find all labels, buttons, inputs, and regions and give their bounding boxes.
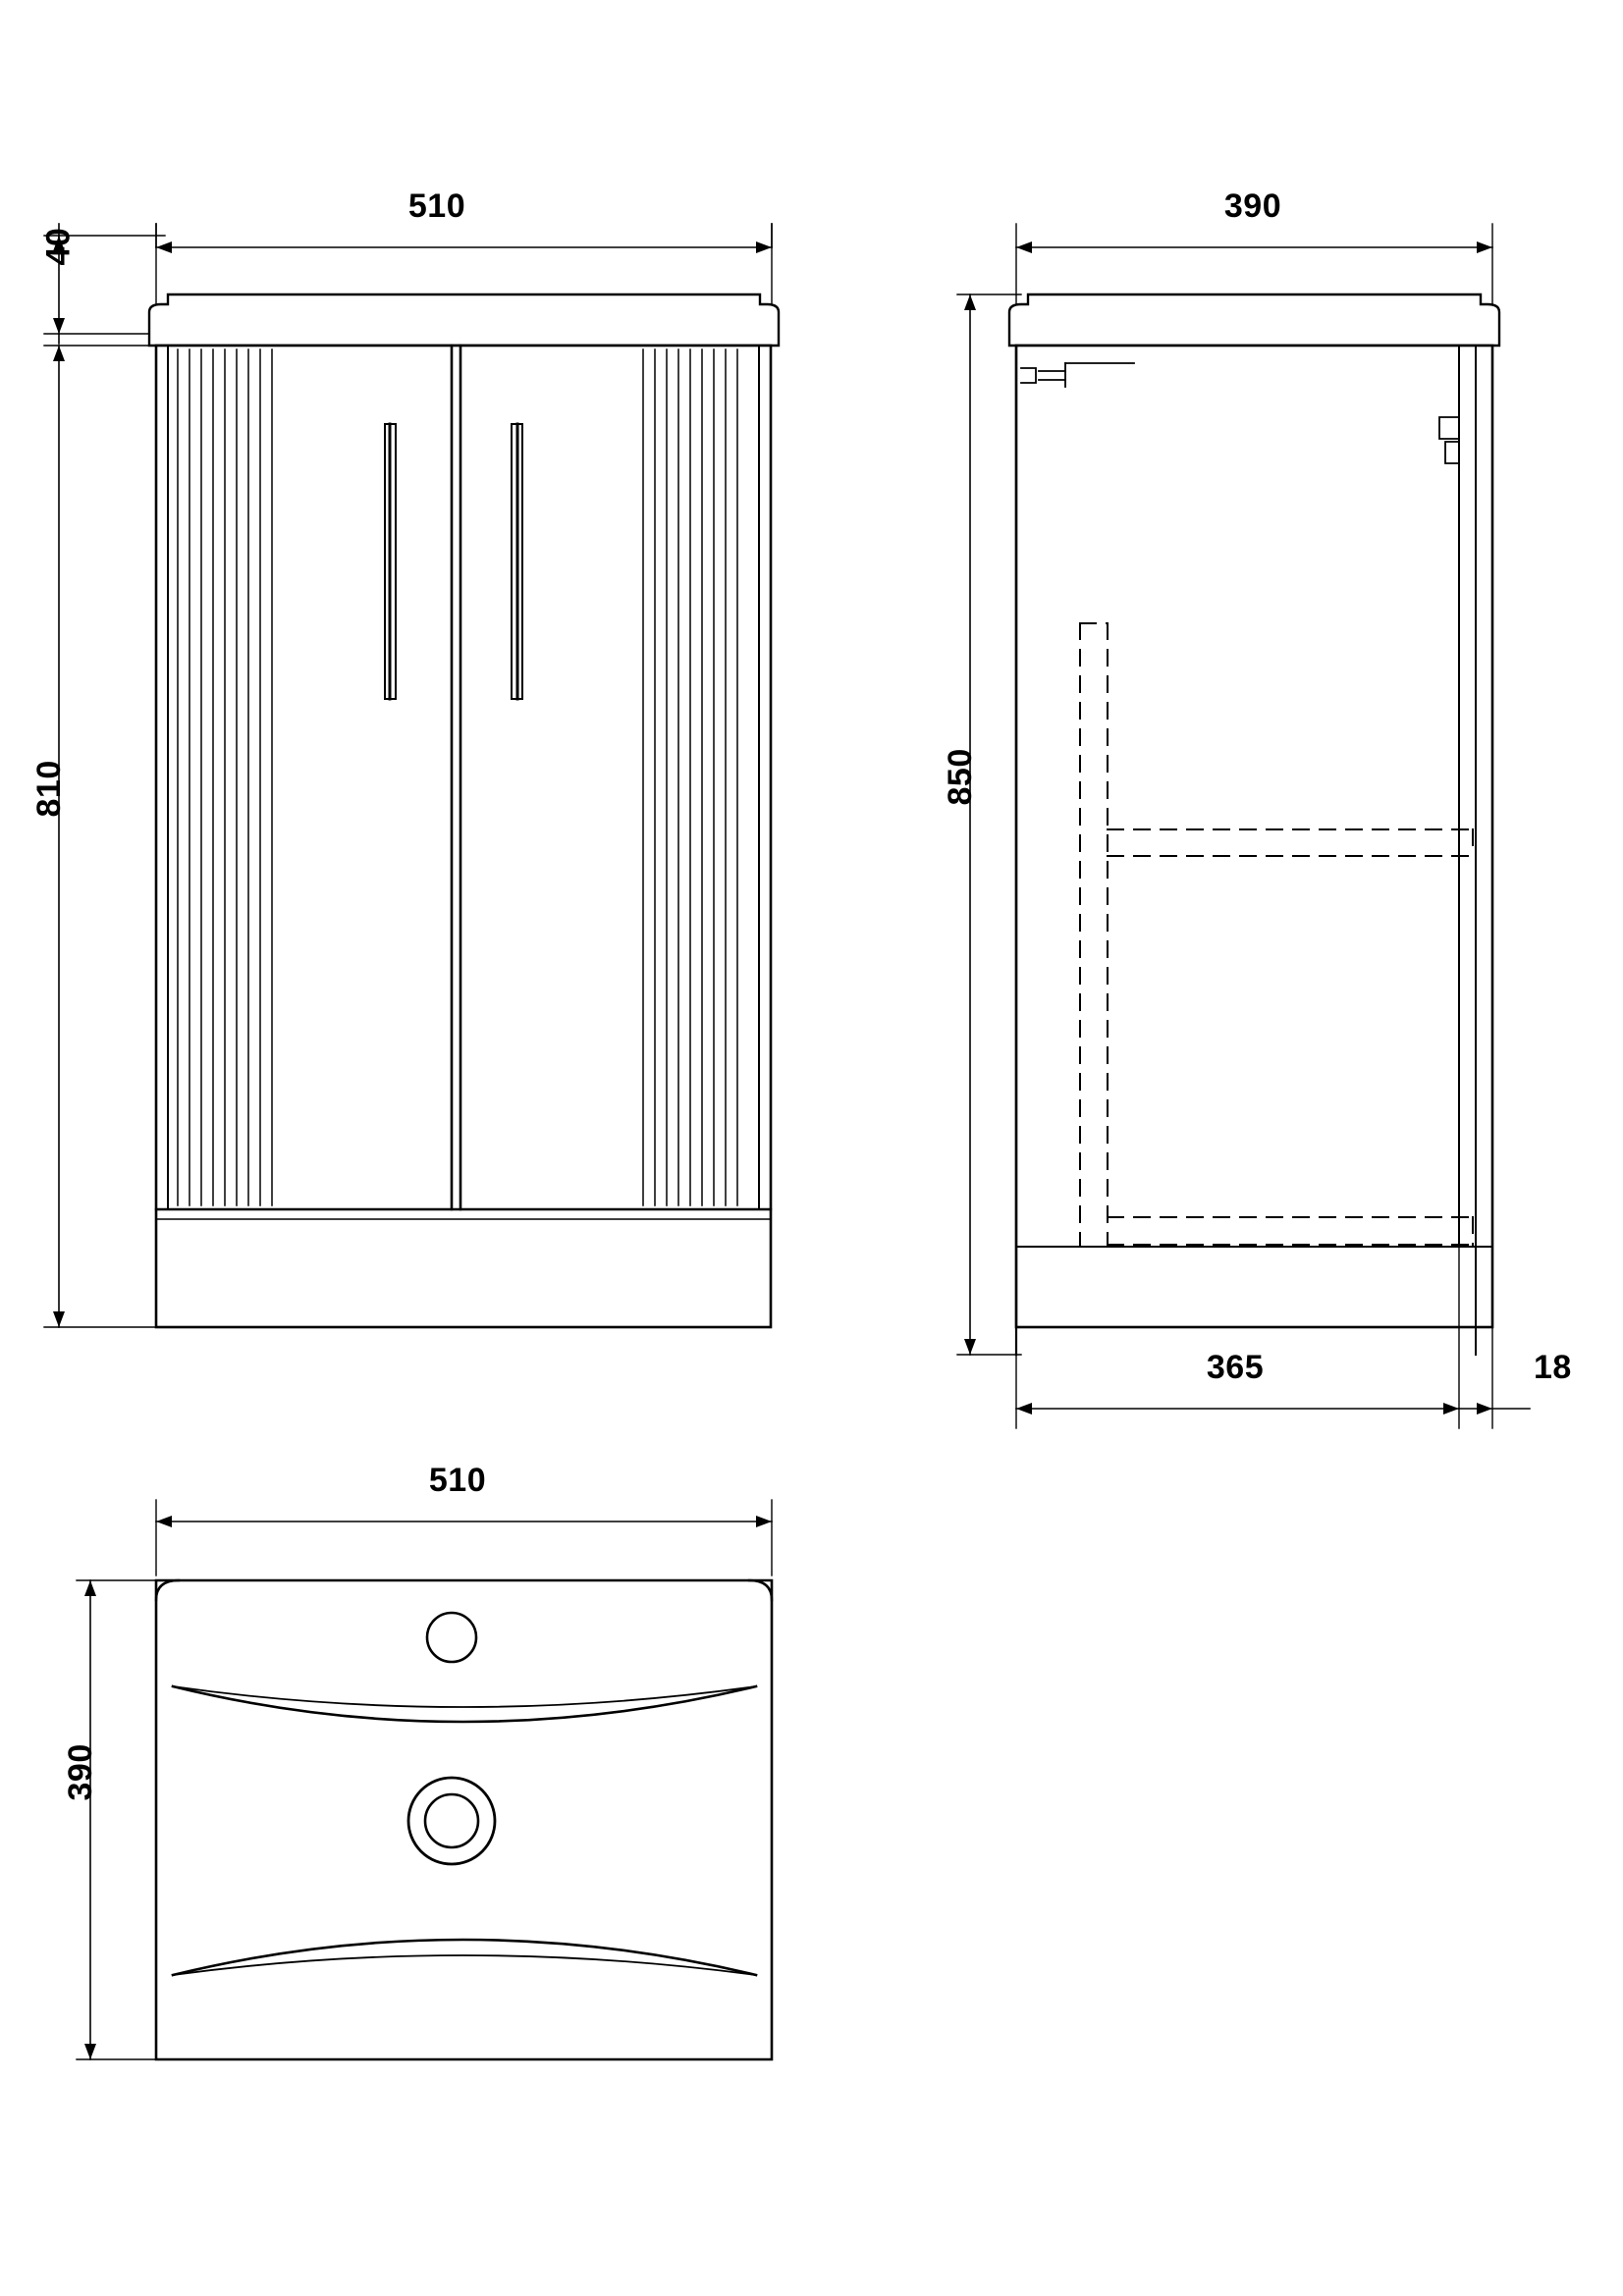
front-height-label: 810	[29, 760, 68, 818]
front-worktop-thickness-label: 40	[39, 227, 78, 266]
plan-width-label: 510	[428, 1462, 487, 1499]
side-cabinet-body	[1016, 346, 1492, 1327]
front-left-handle	[385, 424, 396, 699]
side-inner-depth-label: 365	[1206, 1349, 1265, 1386]
plan-waste-inner	[425, 1794, 478, 1847]
side-depth-dimension	[1016, 241, 1492, 253]
side-edge-dimension	[1459, 1403, 1530, 1415]
plan-depth-label: 390	[61, 1743, 99, 1801]
front-worktop	[149, 294, 779, 346]
side-height-label: 850	[941, 748, 979, 806]
front-width-label: 510	[407, 187, 466, 225]
front-width-ext-lines	[156, 224, 772, 304]
side-worktop	[1009, 294, 1499, 346]
front-width-dimension	[156, 224, 772, 253]
side-edge-label: 18	[1534, 1349, 1572, 1386]
plan-tap-hole	[427, 1613, 476, 1662]
plan-depth-dimension	[84, 1580, 96, 2059]
side-depth-label: 390	[1223, 187, 1282, 225]
side-inner-dimension	[1016, 1403, 1459, 1415]
side-height-dimension	[964, 294, 976, 1355]
plan-width-dimension	[156, 1516, 772, 1527]
front-right-handle	[512, 424, 522, 699]
front-height-dimension	[53, 346, 65, 1327]
